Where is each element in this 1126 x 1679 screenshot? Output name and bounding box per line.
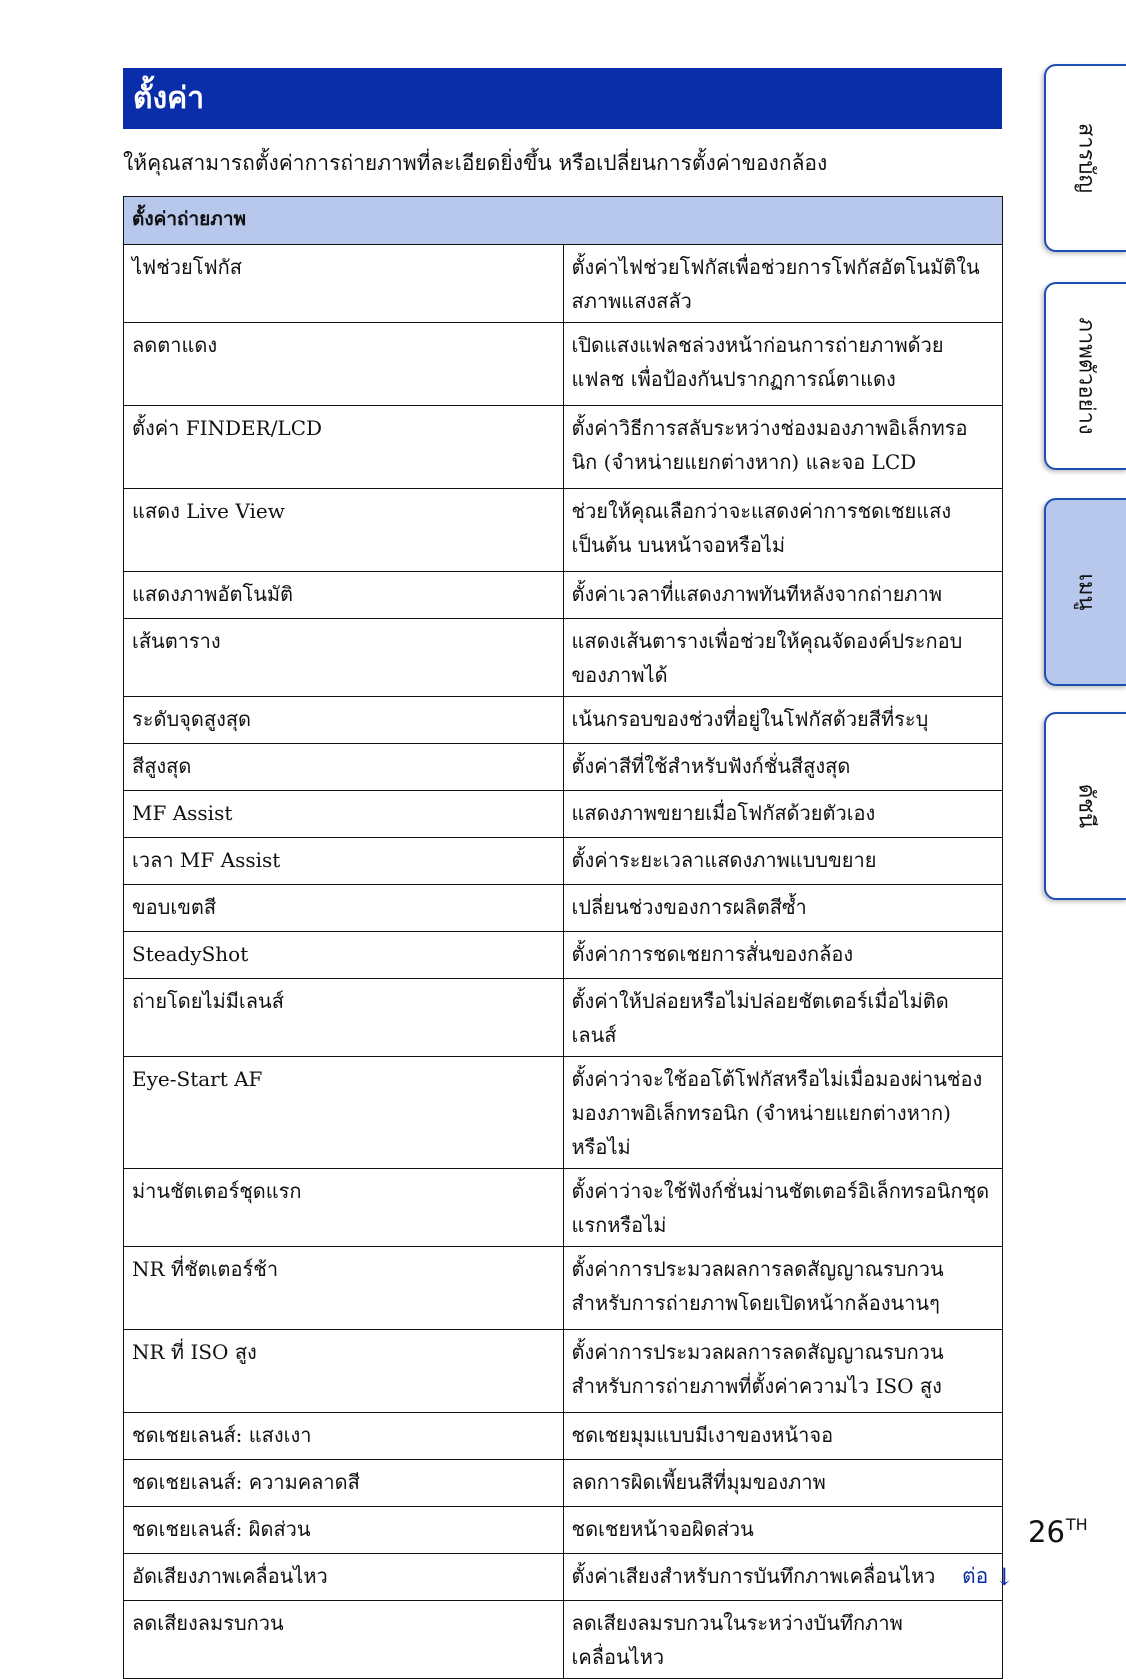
table-row xyxy=(124,1554,1003,1601)
tab-index-label: ดัชนี xyxy=(1073,783,1099,829)
setting-name: ชดเชยเลนส์: ความคลาดสี xyxy=(124,1460,564,1507)
table-row xyxy=(124,1057,1003,1169)
table-row xyxy=(124,406,1003,489)
tab-contents[interactable] xyxy=(1044,64,1126,252)
setting-description: ตั้งค่าการประมวลผลการลดสัญญาณรบกวนสำหรับการถ่ายภาพที่ตั้งค่าความไว ISO สูง xyxy=(563,1330,1003,1413)
setting-name: SteadyShot xyxy=(124,932,564,979)
page-number xyxy=(1028,1515,1088,1549)
setting-description: เปลี่ยนช่วงของการผลิตสีซ้ำ xyxy=(563,885,1003,932)
setting-description: ตั้งค่าระยะเวลาแสดงภาพแบบขยาย xyxy=(563,838,1003,885)
table-row xyxy=(124,838,1003,885)
table-row xyxy=(124,323,1003,406)
setting-name: ลดตาแดง xyxy=(124,323,564,406)
table-row xyxy=(124,245,1003,323)
setting-description: เน้นกรอบของช่วงที่อยู่ในโฟกัสด้วยสีที่ระบุ xyxy=(563,697,1003,744)
setting-description: ชดเชยมุมแบบมีเงาของหน้าจอ xyxy=(563,1413,1003,1460)
setting-description: ตั้งค่าว่าจะใช้ออโต้โฟกัสหรือไม่เมื่อมองผ่านช่องมองภาพอิเล็กทรอนิก (จำหน่ายแยกต่างหาก) หรือไม่ xyxy=(563,1057,1003,1169)
table-row xyxy=(124,697,1003,744)
setting-name: ชดเชยเลนส์: ผิดส่วน xyxy=(124,1507,564,1554)
setting-description: ตั้งค่าให้ปล่อยหรือไม่ปล่อยชัตเตอร์เมื่อไม่ติดเลนส์ xyxy=(563,979,1003,1057)
setting-description: เปิดแสงแฟลชล่วงหน้าก่อนการถ่ายภาพด้วยแฟลช เพื่อป้องกันปรากฏการณ์ตาแดง xyxy=(563,323,1003,406)
tab-sample-photos-label: ภาพตัวอย่าง xyxy=(1073,317,1099,435)
setting-name: แสดงภาพอัตโนมัติ xyxy=(124,572,564,619)
tab-menu[interactable] xyxy=(1044,498,1126,686)
setting-name: NR ที่ ISO สูง xyxy=(124,1330,564,1413)
setting-description: ลดเสียงลมรบกวนในระหว่างบันทึกภาพเคลื่อนไหว xyxy=(563,1601,1003,1679)
setting-name: Eye-Start AF xyxy=(124,1057,564,1169)
settings-table xyxy=(123,196,1003,1679)
tab-menu-label: เมนู xyxy=(1073,573,1099,611)
table-row xyxy=(124,932,1003,979)
setting-name: ตั้งค่า FINDER/LCD xyxy=(124,406,564,489)
table-row xyxy=(124,979,1003,1057)
page-title-bar xyxy=(123,68,1002,129)
setting-name: เส้นตาราง xyxy=(124,619,564,697)
table-row xyxy=(124,489,1003,572)
table-row xyxy=(124,791,1003,838)
setting-name: สีสูงสุด xyxy=(124,744,564,791)
table-row xyxy=(124,1169,1003,1247)
setting-description: ลดการผิดเพี้ยนสีที่มุมของภาพ xyxy=(563,1460,1003,1507)
setting-description: แสดงเส้นตารางเพื่อช่วยให้คุณจัดองค์ประกอบของภาพได้ xyxy=(563,619,1003,697)
tab-contents-label: สารบัญ xyxy=(1073,122,1099,194)
table-row xyxy=(124,744,1003,791)
intro-text: ให้คุณสามารถตั้งค่าการถ่ายภาพที่ละเอียดยิ่งขึ้น หรือเปลี่ยนการตั้งค่าของกล้อง xyxy=(123,151,828,175)
setting-description: ตั้งค่าการชดเชยการสั่นของกล้อง xyxy=(563,932,1003,979)
page-number-suffix: TH xyxy=(1065,1515,1088,1534)
setting-description: ตั้งค่าไฟช่วยโฟกัสเพื่อช่วยการโฟกัสอัตโนมัติในสภาพแสงสลัว xyxy=(563,245,1003,323)
tab-index[interactable] xyxy=(1044,712,1126,900)
setting-description: ตั้งค่าวิธีการสลับระหว่างช่องมองภาพอิเล็กทรอนิก (จำหน่ายแยกต่างหาก) และจอ LCD xyxy=(563,406,1003,489)
setting-name: ไฟช่วยโฟกัส xyxy=(124,245,564,323)
table-row xyxy=(124,1247,1003,1330)
setting-description: ช่วยให้คุณเลือกว่าจะแสดงค่าการชดเชยแสง เป็นต้น บนหน้าจอหรือไม่ xyxy=(563,489,1003,572)
table-row xyxy=(124,1507,1003,1554)
setting-name: เวลา MF Assist xyxy=(124,838,564,885)
setting-name: NR ที่ชัตเตอร์ช้า xyxy=(124,1247,564,1330)
setting-description: แสดงภาพขยายเมื่อโฟกัสด้วยตัวเอง xyxy=(563,791,1003,838)
setting-name: ชดเชยเลนส์: แสงเงา xyxy=(124,1413,564,1460)
table-header: ตั้งค่าถ่ายภาพ xyxy=(124,197,1003,245)
continue-label: ต่อ xyxy=(962,1564,989,1588)
setting-name: ถ่ายโดยไม่มีเลนส์ xyxy=(124,979,564,1057)
setting-description: ตั้งค่าเสียงสำหรับการบันทึกภาพเคลื่อนไหว xyxy=(563,1554,1003,1601)
setting-name: ม่านชัตเตอร์ชุดแรก xyxy=(124,1169,564,1247)
table-row xyxy=(124,1460,1003,1507)
setting-description: ตั้งค่าว่าจะใช้ฟังก์ชั่นม่านชัตเตอร์อิเล็กทรอนิกชุดแรกหรือไม่ xyxy=(563,1169,1003,1247)
setting-name: ระดับจุดสูงสุด xyxy=(124,697,564,744)
settings-table-body xyxy=(124,245,1003,1679)
setting-name: MF Assist xyxy=(124,791,564,838)
continue-link[interactable] xyxy=(962,1560,1014,1593)
table-row xyxy=(124,572,1003,619)
table-row xyxy=(124,1330,1003,1413)
setting-description: ชดเชยหน้าจอผิดส่วน xyxy=(563,1507,1003,1554)
setting-name: ลดเสียงลมรบกวน xyxy=(124,1601,564,1679)
table-row xyxy=(124,619,1003,697)
page-title: ตั้งค่า xyxy=(133,81,205,116)
page-number-value: 26 xyxy=(1028,1515,1065,1549)
setting-description: ตั้งค่าเวลาที่แสดงภาพทันทีหลังจากถ่ายภาพ xyxy=(563,572,1003,619)
setting-description: ตั้งค่าการประมวลผลการลดสัญญาณรบกวนสำหรับการถ่ายภาพโดยเปิดหน้ากล้องนานๆ xyxy=(563,1247,1003,1330)
arrow-down-icon: ↓ xyxy=(994,1562,1015,1591)
table-row xyxy=(124,1601,1003,1679)
table-row xyxy=(124,885,1003,932)
setting-name: ขอบเขตสี xyxy=(124,885,564,932)
setting-description: ตั้งค่าสีที่ใช้สำหรับฟังก์ชั่นสีสูงสุด xyxy=(563,744,1003,791)
setting-name: อัดเสียงภาพเคลื่อนไหว xyxy=(124,1554,564,1601)
tab-sample-photos[interactable] xyxy=(1044,282,1126,470)
table-row xyxy=(124,1413,1003,1460)
setting-name: แสดง Live View xyxy=(124,489,564,572)
